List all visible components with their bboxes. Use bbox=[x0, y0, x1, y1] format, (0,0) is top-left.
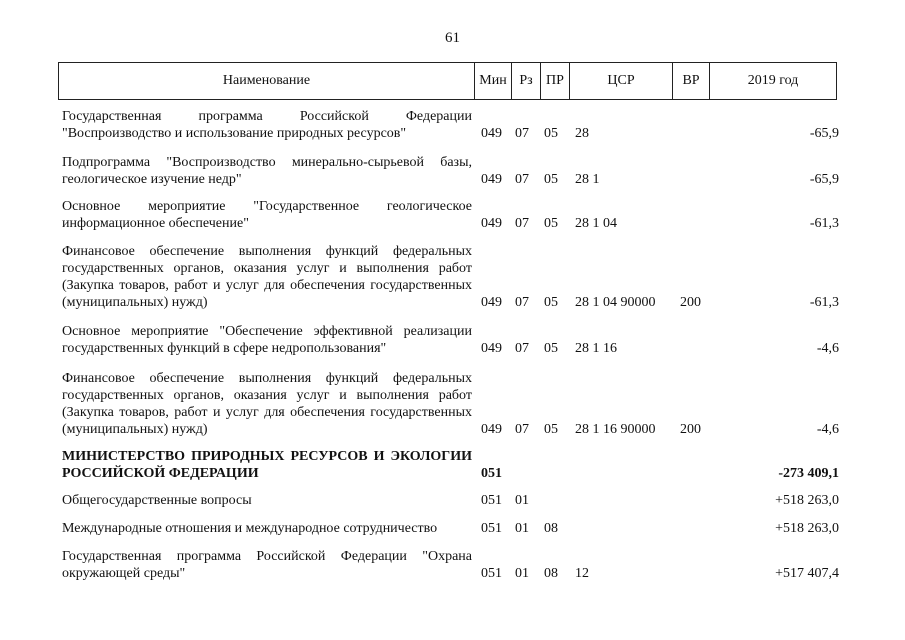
row-amount: +518 263,0 bbox=[775, 521, 839, 536]
row-rz: 01 bbox=[515, 566, 529, 581]
row-name: Общегосударственные вопросы bbox=[62, 493, 252, 508]
row-amount: -4,6 bbox=[816, 341, 839, 356]
row-pr: 05 bbox=[544, 126, 558, 141]
row-amount: -4,6 bbox=[816, 422, 839, 437]
row-amount: -65,9 bbox=[809, 126, 839, 141]
table-row bbox=[0, 370, 905, 438]
row-csr: 28 1 04 bbox=[575, 216, 617, 231]
row-pr: 05 bbox=[544, 216, 558, 231]
row-name: Подпрограмма "Воспроизводство минерально-сырьевой базы, геологическое изучение недр" bbox=[62, 155, 472, 187]
row-rz: 07 bbox=[515, 172, 529, 187]
row-name: Государственная программа Российской Федерации "Охрана окружающей среды" bbox=[62, 549, 472, 581]
row-csr: 28 1 16 bbox=[575, 341, 617, 356]
row-rz: 07 bbox=[515, 216, 529, 231]
row-amount: -65,9 bbox=[809, 172, 839, 187]
row-rz: 07 bbox=[515, 422, 529, 437]
row-csr: 28 1 04 90000 bbox=[575, 295, 656, 310]
row-name: Финансовое обеспечение выполнения функций федеральных государственных органов, оказания услуг и выполнения работ (Закупка товаров, работ и услуг для обеспечения государственных (муниципальных) нужд) bbox=[62, 244, 472, 310]
row-pr: 05 bbox=[544, 341, 558, 356]
table-row bbox=[0, 243, 905, 311]
row-rz: 07 bbox=[515, 295, 529, 310]
row-pr: 05 bbox=[544, 422, 558, 437]
row-min: 049 bbox=[481, 172, 502, 187]
page-number: 61 bbox=[445, 30, 460, 46]
row-csr: 28 1 16 90000 bbox=[575, 422, 656, 437]
row-min: 049 bbox=[481, 422, 502, 437]
table-row bbox=[0, 492, 905, 509]
row-csr: 12 bbox=[575, 566, 589, 581]
table-row bbox=[0, 520, 905, 537]
table-row bbox=[0, 548, 905, 582]
row-csr: 28 bbox=[575, 126, 589, 141]
row-vr: 200 bbox=[680, 295, 701, 310]
row-pr: 05 bbox=[544, 295, 558, 310]
row-name: Основное мероприятие "Обеспечение эффективной реализации государственных функций в сфере недропользования" bbox=[62, 324, 472, 356]
header-vr: ВР bbox=[673, 63, 710, 99]
row-min: 051 bbox=[481, 466, 502, 481]
row-name: Финансовое обеспечение выполнения функций федеральных государственных органов, оказания услуг и выполнения работ (Закупка товаров, работ и услуг для обеспечения государственных (муниципальных) нужд) bbox=[62, 371, 472, 437]
table-row bbox=[0, 323, 905, 357]
header-name: Наименование bbox=[59, 63, 475, 99]
row-name: Международные отношения и международное сотрудничество bbox=[62, 521, 438, 536]
row-pr: 05 bbox=[544, 172, 558, 187]
row-amount: +517 407,4 bbox=[775, 566, 839, 581]
row-name: МИНИСТЕРСТВО ПРИРОДНЫХ РЕСУРСОВ И ЭКОЛОГИИ РОССИЙСКОЙ ФЕДЕРАЦИИ bbox=[62, 449, 472, 481]
row-rz: 01 bbox=[515, 521, 529, 536]
table-row bbox=[0, 448, 905, 482]
row-rz: 07 bbox=[515, 126, 529, 141]
header-rz: Рз bbox=[512, 63, 541, 99]
header-csr: ЦСР bbox=[570, 63, 673, 99]
table-row bbox=[0, 198, 905, 232]
row-min: 051 bbox=[481, 566, 502, 581]
row-csr: 28 1 bbox=[575, 172, 600, 187]
header-year: 2019 год bbox=[747, 73, 799, 88]
header-pr: ПР bbox=[541, 63, 570, 99]
row-pr: 08 bbox=[544, 566, 558, 581]
row-amount: -273 409,1 bbox=[778, 466, 839, 481]
row-rz: 01 bbox=[515, 493, 529, 508]
row-name: Государственная программа Российской Федерации "Воспроизводство и использование природных ресурсов" bbox=[62, 109, 472, 141]
row-rz: 07 bbox=[515, 341, 529, 356]
table-row bbox=[0, 108, 905, 142]
row-vr: 200 bbox=[680, 422, 701, 437]
row-min: 051 bbox=[481, 493, 502, 508]
row-min: 049 bbox=[481, 295, 502, 310]
row-min: 049 bbox=[481, 216, 502, 231]
row-name: Основное мероприятие "Государственное геологическое информационное обеспечение" bbox=[62, 199, 472, 231]
table-row bbox=[0, 154, 905, 188]
row-pr: 08 bbox=[544, 521, 558, 536]
header-min: Мин bbox=[475, 63, 512, 99]
row-min: 049 bbox=[481, 341, 502, 356]
row-min: 051 bbox=[481, 521, 502, 536]
row-amount: +518 263,0 bbox=[775, 493, 839, 508]
row-amount: -61,3 bbox=[809, 216, 839, 231]
row-amount: -61,3 bbox=[809, 295, 839, 310]
row-min: 049 bbox=[481, 126, 502, 141]
